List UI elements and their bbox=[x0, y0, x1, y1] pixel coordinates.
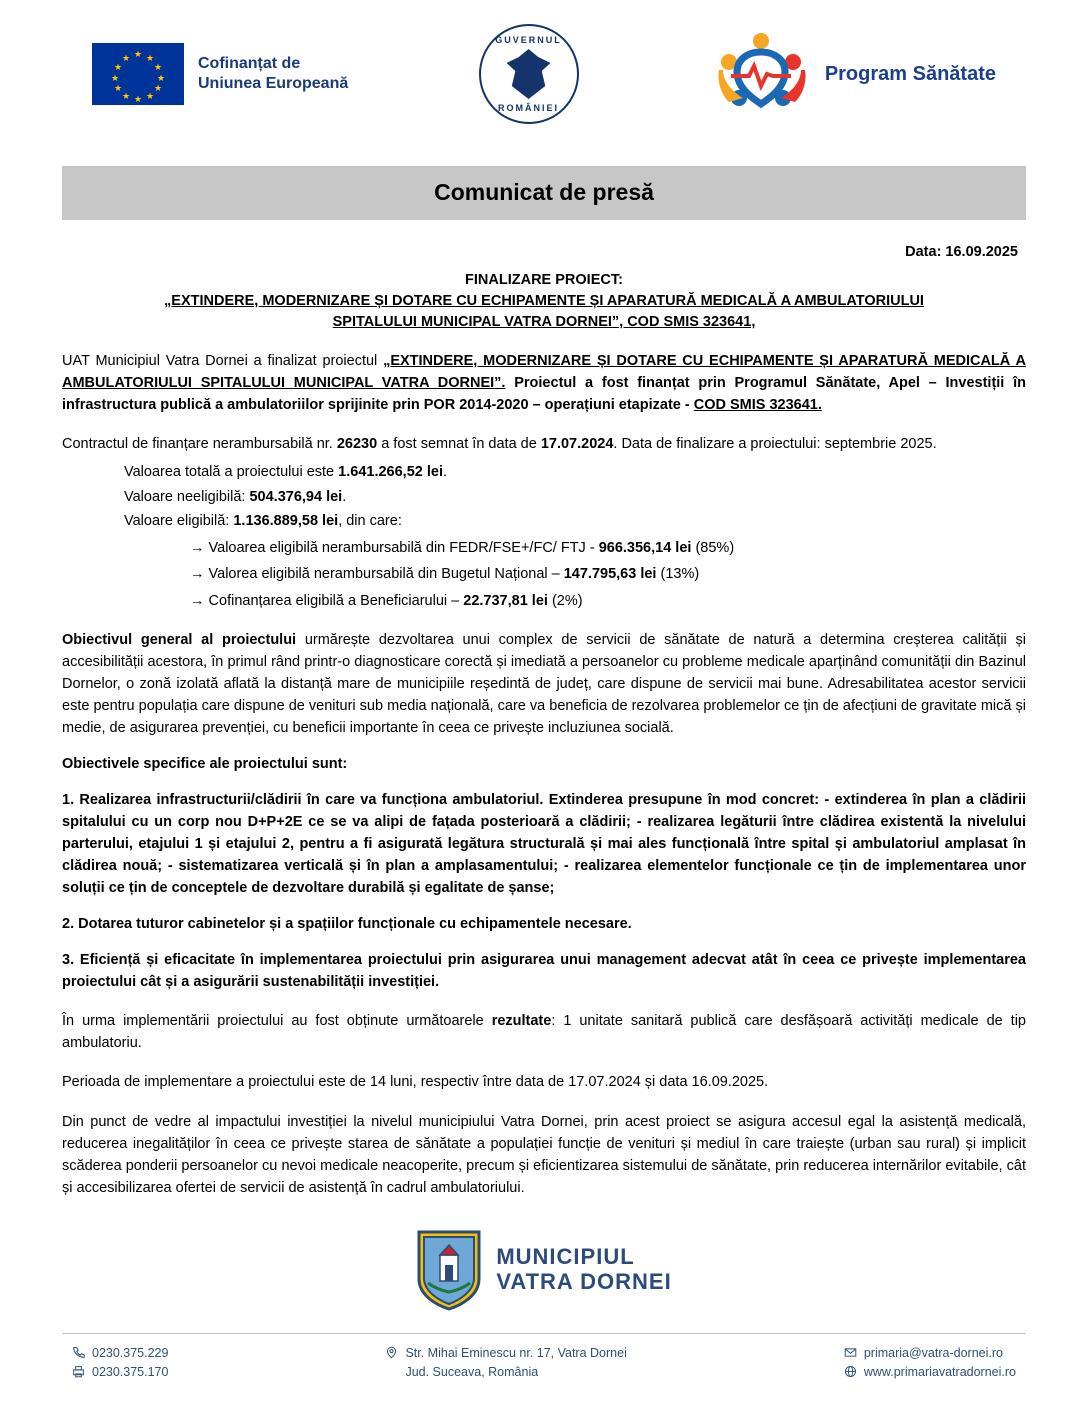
bullet3-pre: → Cofinanțarea eligibilă a Beneficiarului – bbox=[190, 592, 464, 609]
municipality-name-line2: VATRA DORNEI bbox=[496, 1268, 672, 1294]
romania-coat-of-arms-icon bbox=[479, 24, 579, 124]
phone-icon bbox=[72, 1346, 85, 1359]
specific-objectives-block bbox=[62, 753, 1026, 993]
value-total-label: Valoarea totală a proiectului este bbox=[124, 464, 339, 481]
footer-website-line[interactable] bbox=[844, 1365, 1016, 1379]
value-total-end: . bbox=[442, 464, 448, 481]
implementation-period-paragraph: Perioada de implementare a proiectului este de 14 luni, respectiv între data de 17.07.2024 și data 16.09.2025. bbox=[62, 1074, 769, 1091]
contract-pre: Contractul de finanțare nerambursabilă nr. bbox=[62, 436, 337, 453]
program-sanatate-logo-icon bbox=[709, 32, 813, 116]
bullet1-post: (85%) bbox=[691, 539, 735, 556]
contract-paragraph bbox=[62, 433, 1026, 455]
footer-phone-column bbox=[72, 1346, 168, 1379]
footer-address-2: Jud. Suceava, România bbox=[405, 1364, 539, 1379]
intro-paragraph bbox=[62, 350, 1026, 416]
project-heading-line1: FINALIZARE PROIECT: bbox=[465, 272, 623, 288]
footer-web-column bbox=[844, 1346, 1016, 1379]
map-pin-icon bbox=[385, 1346, 398, 1359]
municipality-name-line1: MUNICIPIUL bbox=[496, 1244, 635, 1270]
project-heading-line3: SPITALULUI MUNICIPAL VATRA DORNEI”, COD SMIS 323641, bbox=[332, 314, 756, 331]
specific-objective-1: 1. Realizarea infrastructurii/clădirii în care va funcționa ambulatoriul. Extinderea presupune în mod concret: - extinderea în plan a clădirii spitalului cu un corp nou D+P+2E ce se va alipi de fațada posterioară a clădirii; - realizarea legăturii între clădirea existentă la nivelului parterului, etajului 1 și etajului 2, pentru a fi asigurată legătura structurală și mai ales funcțională între spital și ambulatoriul amplasat în clădirea nouă; - sistematizarea verticală și în plan a amplasamentului; - realizarea elementelor funcționale ce țin de implementarea unor soluții ce țin de conceptele de dezvoltare durabilă și egalitate de șanse; bbox=[62, 792, 1026, 897]
footer-address-line2 bbox=[385, 1365, 626, 1379]
contract-post: . Data de finalizare a proiectului: septembrie 2025. bbox=[613, 436, 937, 453]
general-objective-label: Obiectivul general al proiectului bbox=[62, 631, 297, 648]
program-sanatate-logo bbox=[709, 32, 996, 116]
value-total-amount: 1.641.266,52 lei bbox=[338, 464, 443, 481]
footer-address-column bbox=[385, 1346, 626, 1379]
value-total-line bbox=[124, 461, 1026, 483]
specific-objective-2: 2. Dotarea tuturor cabinetelor și a spațiilor funcționale cu echipamentele necesare. bbox=[62, 916, 632, 933]
eagle-shape-icon bbox=[507, 49, 551, 99]
bullet3-amount: 22.737,81 lei bbox=[463, 592, 548, 609]
footer-phone-line bbox=[72, 1346, 168, 1360]
value-ineligible-line bbox=[124, 486, 1026, 508]
footer-contact-bar bbox=[62, 1333, 1026, 1397]
footer-website[interactable]: www.primariavatradornei.ro bbox=[863, 1364, 1016, 1379]
eu-text-line2: Uniunea Europeană bbox=[198, 75, 349, 92]
bullet2-pre: → Valorea eligibilă nerambursabilă din Bugetul Național – bbox=[190, 566, 564, 583]
vatra-dornei-coat-of-arms-icon bbox=[416, 1229, 482, 1311]
intro-project-name: „EXTINDERE, MODERNIZARE ȘI DOTARE CU ECHIPAMENTE ȘI APARATURĂ MEDICALĂ A AMBULATORIULUI SPITALULUI MUNICIPAL VATRA DORNEI”. bbox=[62, 353, 1026, 392]
eu-cofinancing-text bbox=[198, 54, 348, 94]
bullet1-amount: 966.356,14 lei bbox=[598, 539, 692, 556]
value-eligible-end: , din care: bbox=[338, 513, 402, 530]
footer-address-line1 bbox=[385, 1346, 626, 1360]
specific-objective-3: 3. Eficiență și eficacitate în implementarea proiectului prin asigurarea unui management adecvat atât în ceea ce privește implementarea proiectului cât și a asigurării sustenabilității investiției. bbox=[62, 952, 1026, 991]
municipality-name bbox=[496, 1245, 671, 1294]
bullet1-pre: → Valoarea eligibilă nerambursabilă din FEDR/FSE+/FC/ FTJ - bbox=[190, 539, 599, 556]
footer-phone: 0230.375.229 bbox=[92, 1345, 169, 1360]
gov-ring-text-bottom: ROMÂNIEI bbox=[498, 103, 560, 113]
eu-text-line1: Cofinanțat de bbox=[198, 55, 301, 72]
project-heading bbox=[62, 270, 1026, 333]
eu-cofinancing-logo bbox=[92, 43, 348, 105]
footer-address-1: Str. Mihai Eminescu nr. 17, Vatra Dornei bbox=[405, 1345, 627, 1360]
bullet2-amount: 147.795,63 lei bbox=[563, 566, 657, 583]
impact-paragraph: Din punct de vedre al impactului investiției la nivelul municipiului Vatra Dornei, prin acest proiect se asigura accesul egal la asistență medicală, reducerea inegalităților în ceea ce privește starea de sănătate a populației funcție de venituri și mediul în care traiește (urban sau rural) și implicit scăderea ponderii persoanelor cu nevoi medicale neacoperite, precum și eficientizarea sistemului de sănătate, prin reducerea internărilor evitabile, cât și accesibilizarea ofertei de servicii de asistență în cadrul ambulatoriului. bbox=[62, 1113, 1026, 1196]
eu-flag-icon: ★ ★ ★ ★ ★ ★ ★ ★ ★ ★ ★ ★ bbox=[92, 43, 184, 105]
gov-ring-text-top: GUVERNUL bbox=[495, 35, 562, 45]
bullet3-post: (2%) bbox=[547, 592, 583, 609]
intro-text-1: UAT Municipiul Vatra Dornei a finalizat proiectul bbox=[62, 353, 384, 370]
program-sanatate-label: Program Sănătate bbox=[824, 62, 996, 85]
municipality-seal-row bbox=[62, 1229, 1026, 1311]
general-objective-paragraph bbox=[62, 629, 1026, 739]
contract-number: 26230 bbox=[336, 436, 378, 453]
value-ineligible-end: . bbox=[342, 488, 347, 505]
value-eligible-amount: 1.136.889,58 lei bbox=[233, 513, 339, 530]
budget-bullet-2 bbox=[190, 563, 1026, 585]
specific-objectives-title: Obiectivele specifice ale proiectului sunt: bbox=[62, 756, 348, 773]
document-date: Data: 16.09.2025 bbox=[905, 244, 1018, 260]
results-keyword: rezultate bbox=[491, 1013, 552, 1030]
value-eligible-line bbox=[124, 510, 1026, 532]
header-logo-row bbox=[62, 18, 1026, 130]
results-paragraph bbox=[62, 1010, 1026, 1054]
project-heading-line2: „EXTINDERE, MODERNIZARE ȘI DOTARE CU ECHIPAMENTE ȘI APARATURĂ MEDICALĂ A AMBULATORIULUI bbox=[164, 293, 924, 310]
envelope-icon bbox=[844, 1346, 857, 1359]
footer-fax: 0230.375.170 bbox=[92, 1364, 169, 1379]
globe-icon bbox=[844, 1365, 857, 1378]
budget-bullet-3 bbox=[190, 590, 1026, 612]
intro-text-2: Proiectul a fost finanțat prin Programul Sănătate, Apel – Investiții în infrastructura publică a ambulatoriilor sprijinite prin POR 2014-2020 – operațiuni etapizate - bbox=[62, 375, 1026, 414]
footer-fax-line bbox=[72, 1365, 168, 1379]
spacer-icon bbox=[385, 1365, 398, 1378]
page-title: Comunicat de presă bbox=[62, 166, 1026, 220]
value-ineligible-amount: 504.376,94 lei bbox=[249, 488, 343, 505]
intro-smis-code: COD SMIS 323641. bbox=[693, 397, 822, 414]
fax-icon bbox=[72, 1365, 85, 1378]
bullet2-post: (13%) bbox=[656, 566, 700, 583]
contract-sign-date: 17.07.2024 bbox=[540, 436, 614, 453]
contract-mid: a fost semnat în data de bbox=[377, 436, 541, 453]
general-objective-text: urmărește dezvoltarea unui complex de servicii de sănătate de natură a determina creșterea calității și accesibilității acestora, în primul rând printr-o diagnosticare corectă și imediată a persoanelor cu probleme medicale aparținând comunității din Bazinul Dornelor, o zonă izolată aflată la distanță mare de municipiile reședintă de județ, care dispune de servicii mai bune. Adresabilitatea acestor servicii este pentru populația care dispune de venituri sub media națională, care va beneficia de rezolvarea problemelor ce țin de afecțiuni de gravitate mică și medie, de asigurarea prevenției, cu beneficii importante în ceea ce privește incluziunea socială. bbox=[62, 631, 1026, 737]
romania-government-logo bbox=[464, 22, 594, 126]
value-eligible-label: Valoare eligibilă: bbox=[124, 513, 234, 530]
budget-bullet-1 bbox=[190, 537, 1026, 559]
results-pre: În urma implementării proiectului au fost obținute următoarele bbox=[62, 1013, 492, 1030]
results-post: : 1 unitate sanitară publică care desfășoară activități medicale de tip ambulatoriu. bbox=[62, 1013, 1026, 1052]
footer-email-line[interactable] bbox=[844, 1346, 1016, 1360]
value-ineligible-label: Valoare neeligibilă: bbox=[124, 488, 250, 505]
footer-email[interactable]: primaria@vatra-dornei.ro bbox=[863, 1345, 1003, 1360]
